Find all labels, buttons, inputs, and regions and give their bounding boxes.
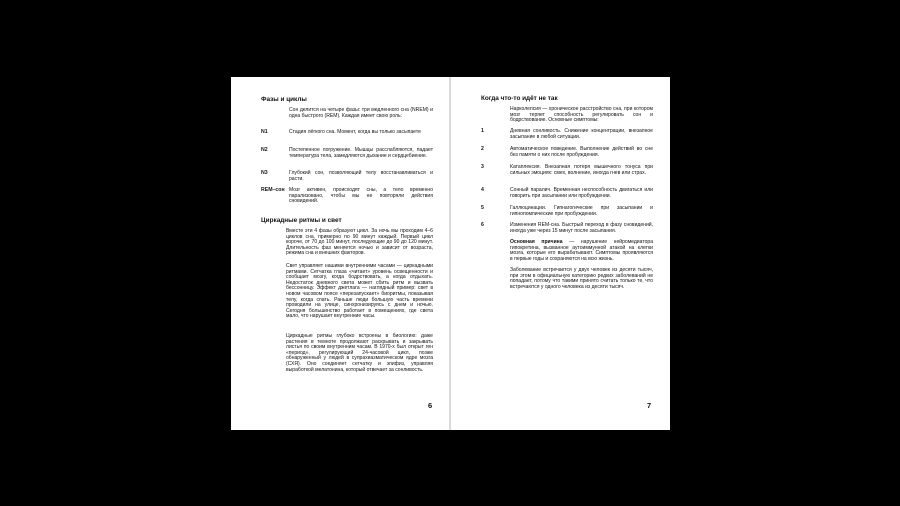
phase-text-n1: Стадия лёгкого сна. Момент, когда вы только засыпаете [289,129,421,135]
symptom-text-6: Изменения REM-сна. Быстрый переход в фазу сновидений, иногда уже через 15 минут после засыпания. [510,222,653,234]
symptom-number-2: 2 [481,146,484,152]
section-title-phases: Фазы и циклы [261,96,307,103]
circadian-paragraph-3: Циркадные ритмы глубоко встроены в биологию: даже растения в темноте продолжают раскрывать и закрывать листья по своим внутренним часам. В 1970-х был открыт ген «период», регулирующий 24-часовой цикл, позже обнаруженный у людей в супрахиазматическом ядре мозга (СХЯ). Оно соединяет сетчатку и эпифиз, управляя выработкой мелатонина, который отвечает за сонливость. [286,333,433,373]
main-cause-paragraph [510,240,653,262]
symptom-text-4: Сонный паралич. Временная неспособность двигаться или говорить при засыпании или пробуждении. [510,187,653,199]
page-number: 7 [647,401,652,410]
symptom-text-1: Дневная сонливость. Снижение концентрации, внезапное засыпание в любой ситуации. [510,128,653,140]
phase-text-n3: Глубокий сон, позволяющий телу восстанавливаться и расти. [289,170,433,182]
section-title-circadian: Циркадные ритмы и свет [261,217,342,224]
symptom-number-6: 6 [481,222,484,228]
symptom-number-3: 3 [481,164,484,170]
phase-label-n1: N1 [261,129,268,135]
circadian-paragraph-1: Вместе эти 4 фазы образуют цикл. За ночь мы проходим 4–6 циклов сна, примерно по 90 минут каждый. Первый цикл короче, от 70 до 100 минут, последующие до 90 до 120 минут. Длительность фаз меняется ночью и зависит от возраста, режима сна и внешних факторов. [286,228,433,257]
symptom-text-2: Автоматическое поведение. Выполнение действий во сне без памяти о них после пробуждения. [510,146,653,158]
circadian-paragraph-2: Свет управляет нашими внутренними часами — циркадными ритмами. Сетчатка глаза «читает» уровень освещенности и сообщает мозгу, когда бодрствовать, а когда отдыхать. Недостаток дневного света может сбить ритм и вызвать бессонницу. Эффект джетлага — наглядный пример: свет в новом часовом поясе «перезапускает» биоритмы, показывая телу, когда спать. Раньше люди большую часть времени проводили на улице, синхронизируясь с днем и ночью. Сегодня большинство работает в помещениях, где света мало, что нарушает внутренние часы. [286,263,433,320]
phases-intro: Сон делится на четыре фазы: три медленного сна (NREM) и одна быстрого (REM). Каждая имеет свою роль: [289,107,433,119]
symptom-number-4: 4 [481,187,484,193]
phase-text-rem: Мозг активен, происходят сны, а тело временно парализовано, чтобы мы не повторяли действия сновидений. [289,187,433,205]
section-title-problems: Когда что-то идёт не так [481,95,558,102]
phase-label-n3: N3 [261,170,268,176]
phase-label-rem: REM–сон [261,187,285,193]
narcolepsy-intro: Нарколепсия — хроническое расстройство сна, при котором мозг теряет способность регулировать сон и бодрствование. Основные симптомы: [510,106,653,124]
page-number: 6 [428,401,433,410]
symptom-number-1: 1 [481,128,484,134]
left-page [231,77,449,430]
prevalence-paragraph: Заболевание встречается у двух человек из десяти тысяч, при этом в официальную категорию редких заболеваний не попадает, потому что такими принято считать только те, что встречаются у одного человека из десяти тысяч. [510,267,653,290]
main-cause-title: Основная причина [510,239,563,245]
phase-text-n2: Постепенное погружение. Мышцы расслабляются, падает температура тела, замедляются дыхание и сердцебиение. [289,147,433,159]
symptom-text-5: Галлюцинации. Гипнагогические при засыпании и гипнопомпические при пробуждении. [510,205,653,217]
right-page [451,77,670,430]
main-cause-text: — нарушение нейромедиатора гипокретина, вызванное аутоиммунной атакой на клетки мозга, которые его вырабатывают. Симптомы проявляются в первые годы и сохраняются на всю жизнь. [510,239,654,262]
symptom-number-5: 5 [481,205,484,211]
phase-label-n2: N2 [261,147,268,153]
symptom-text-3: Катаплексия. Внезапная потеря мышечного тонуса при сильных эмоциях: смех, волнение, иногда гнев или страх. [510,164,653,176]
